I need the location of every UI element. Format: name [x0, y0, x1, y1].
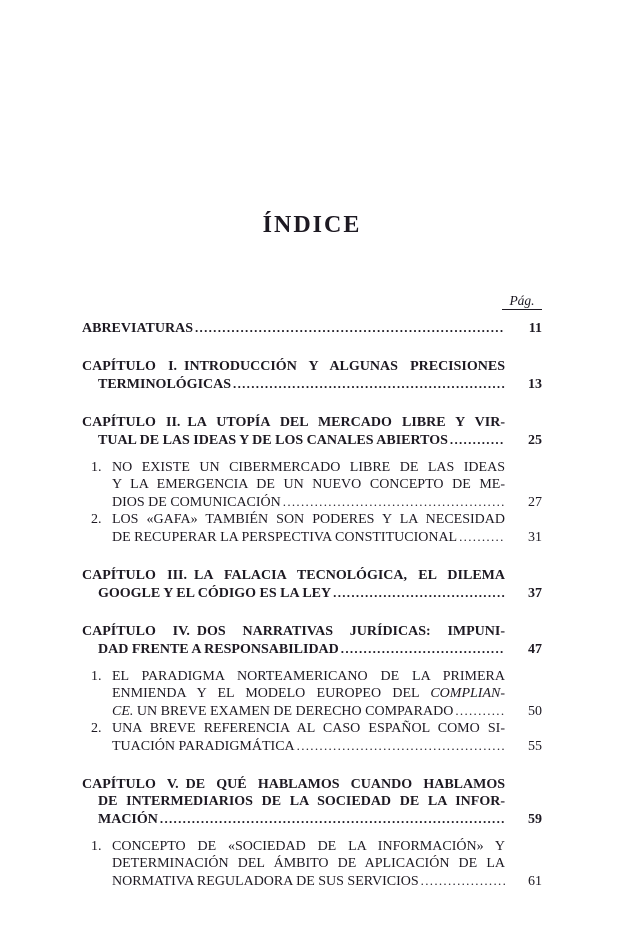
dot-leader: [297, 737, 505, 755]
toc-line-text: DE RECUPERAR LA PERSPECTIVA CONSTITUCIONAL: [112, 530, 458, 545]
toc-line: DE INTERMEDIARIOS DE LA SOCIEDAD DE LA INFOR-: [98, 794, 505, 809]
toc-line: Y LA EMERGENCIA DE UN NUEVO CONCEPTO DE ME-: [112, 477, 505, 492]
toc-line-text: CE. UN BREVE EXAMEN DE DERECHO COMPARADO: [112, 704, 454, 719]
toc-page-number: 59: [528, 812, 542, 827]
dot-leader: [233, 375, 505, 393]
dot-leader: [195, 319, 505, 337]
toc-entry: [82, 459, 542, 511]
toc-line-text: TERMINOLÓGICAS: [98, 377, 232, 392]
dot-leader: [283, 493, 505, 511]
toc-line: EL PARADIGMA NORTEAMERICANO DE LA PRIMERA: [112, 669, 505, 684]
toc-line: UNA BREVE REFERENCIA AL CASO ESPAÑOL COMO SI-: [112, 721, 505, 736]
toc: [82, 319, 542, 890]
toc-page-number: 61: [528, 874, 542, 889]
toc-line: CAPÍTULO I. INTRODUCCIÓN Y ALGUNAS PRECISIONES: [82, 359, 505, 374]
toc-line: [82, 584, 542, 602]
toc-page-number: 27: [528, 495, 542, 510]
toc-page-number: 55: [528, 739, 542, 754]
toc-line: [82, 319, 542, 337]
toc-line: [112, 528, 542, 546]
toc-line-text: TUACIÓN PARADIGMÁTICA: [112, 739, 295, 754]
toc-page-number: 31: [528, 530, 542, 545]
toc-page-number: 13: [528, 377, 542, 392]
toc-entry-number: 1.: [91, 669, 102, 684]
toc-entry-number: 1.: [91, 460, 102, 475]
toc-line-text: GOOGLE Y EL CÓDIGO ES LA LEY: [98, 586, 332, 601]
toc-line: DETERMINACIÓN DEL ÁMBITO DE APLICACIÓN DE LA: [112, 856, 505, 871]
toc-line-text: NORMATIVA REGULADORA DE SUS SERVICIOS: [112, 874, 419, 889]
toc-entry: [82, 511, 542, 546]
toc-entry: [82, 319, 542, 337]
toc-line: [112, 702, 542, 720]
toc-page-number: 47: [528, 642, 542, 657]
toc-line: [112, 493, 542, 511]
toc-line-text: DAD FRENTE A RESPONSABILIDAD: [98, 642, 339, 657]
toc-line: ENMIENDA Y EL MODELO EUROPEO DEL COMPLIAN-: [112, 686, 505, 701]
toc-entry: [82, 838, 542, 890]
toc-entry: [82, 623, 542, 658]
page-title: ÍNDICE: [262, 212, 362, 238]
toc-entry-number: 2.: [91, 512, 102, 527]
toc-line: [82, 640, 542, 658]
toc-line: [112, 737, 542, 755]
toc-line: [82, 810, 542, 828]
toc-page-number: 37: [528, 586, 542, 601]
toc-line-text: MACIÓN: [98, 812, 158, 827]
toc-line: LOS «GAFA» TAMBIÉN SON PODERES Y LA NECESIDAD: [112, 512, 505, 527]
page-column-header: Pág.: [502, 293, 542, 310]
toc-line: CAPÍTULO III. LA FALACIA TECNOLÓGICA, EL DILEMA: [82, 568, 505, 583]
toc-line: [82, 431, 542, 449]
toc-line-text: TUAL DE LAS IDEAS Y DE LOS CANALES ABIERTOS: [98, 433, 448, 448]
dot-leader: [333, 584, 505, 602]
dot-leader: [450, 431, 505, 449]
toc-entry: [82, 414, 542, 449]
toc-line: CAPÍTULO II. LA UTOPÍA DEL MERCADO LIBRE Y VIR-: [82, 415, 505, 430]
toc-line: CAPÍTULO V. DE QUÉ HABLAMOS CUANDO HABLAMOS: [82, 777, 505, 792]
dot-leader: [455, 702, 505, 720]
toc-page-number: 50: [528, 704, 542, 719]
toc-entry-number: 1.: [91, 839, 102, 854]
toc-line: [112, 872, 542, 890]
dot-leader: [160, 810, 505, 828]
toc-line: CAPÍTULO IV. DOS NARRATIVAS JURÍDICAS: IMPUNI-: [82, 624, 505, 639]
toc-entry: [82, 668, 542, 720]
dot-leader: [341, 640, 505, 658]
dot-leader: [459, 528, 505, 546]
dot-leader: [421, 872, 505, 890]
toc-page-number: 11: [528, 321, 542, 336]
toc-entry: [82, 567, 542, 602]
toc-line-text: ABREVIATURAS: [82, 321, 193, 336]
toc-entry: [82, 358, 542, 393]
toc-entry-number: 2.: [91, 721, 102, 736]
toc-page-number: 25: [528, 433, 542, 448]
toc-line: [82, 375, 542, 393]
toc-line: CONCEPTO DE «SOCIEDAD DE LA INFORMACIÓN» Y: [112, 839, 505, 854]
toc-line: NO EXISTE UN CIBERMERCADO LIBRE DE LAS IDEAS: [112, 460, 505, 475]
toc-line-text: DIOS DE COMUNICACIÓN: [112, 495, 281, 510]
toc-entry: [82, 776, 542, 828]
toc-entry: [82, 720, 542, 755]
